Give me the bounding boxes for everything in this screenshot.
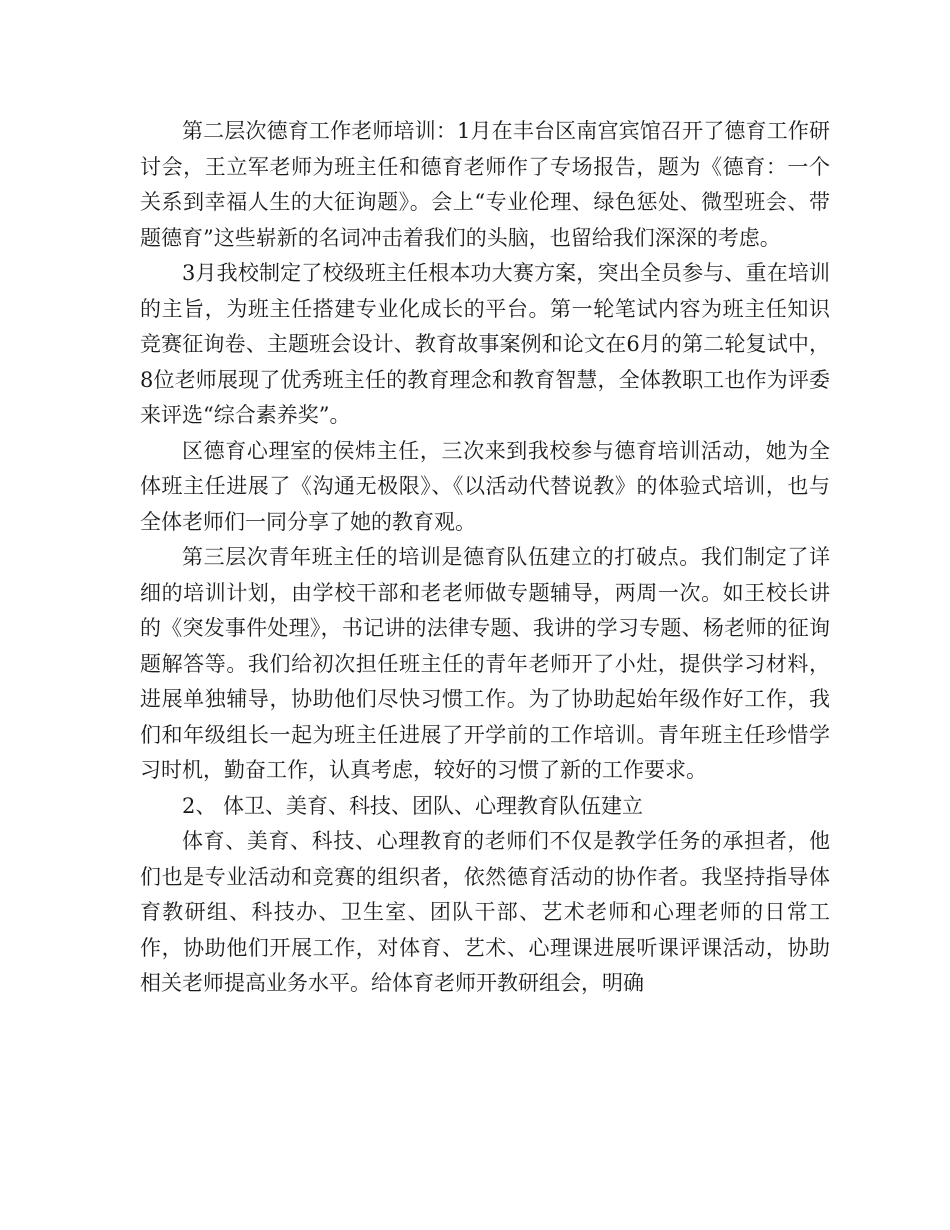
document-body [140,114,830,1002]
paragraph-pe-arts-tech: 体育、美育、科技、心理教育的老师们不仅是教学任务的承担者，他们也是专业活动和竞赛的组织者，依然德育活动的协作者。我坚持指导体育教研组、科技办、卫生室、团队干部、艺术老师和心理老师的日常工作，协助他们开展工作，对体育、艺术、心理课进展听课评课活动，协助相关老师提高业务水平。给体育老师开教研组会，明确 [140,829,830,995]
section-heading-team-building: 2、 体卫、美育、科技、团队、心理教育队伍建立 [182,793,644,818]
paragraph-head-teacher-contest: 3月我校制定了校级班主任根本功大赛方案，突出全员参与、重在培训的主旨，为班主任搭建专业化成长的平台。第一轮笔试内容为班主任知识竞赛征询卷、主题班会设计、教育故事案例和论文在6月的第二轮复试中，8位老师展现了优秀班主任的教育理念和教育智慧，全体教职工也作为评委来评选“综合素养奖”。 [140,261,830,427]
paragraph-third-level-training: 第三层次青年班主任的培训是德育队伍建立的打破点。我们制定了详细的培训计划，由学校干部和老老师做专题辅导，两周一次。如王校长讲的《突发事件处理》，书记讲的法律专题、我讲的学习专题、杨老师的征询题解答等。我们给初次担任班主任的青年老师开了小灶，提供学习材料，进展单独辅导，协助他们尽快习惯工作。为了协助起始年级作好工作，我们和年级组长一起为班主任进展了开学前的工作培训。青年班主任珍惜学习时机，勤奋工作，认真考虑，较好的习惯了新的工作要求。 [140,545,830,782]
paragraph-psychology-training: 区德育心理室的侯炜主任，三次来到我校参与德育培训活动，她为全体班主任进展了《沟通无极限》、《以活动代替说教》的体验式培训，也与全体老师们一同分享了她的教育观。 [140,438,830,534]
paragraph-second-level-training: 第二层次德育工作老师培训：1月在丰台区南宫宾馆召开了德育工作研讨会，王立军老师为班主任和德育老师作了专场报告，题为《德育：一个关系到幸福人生的大征询题》。会上“专业伦理、绿色惩处、微型班会、带题德育”这些崭新的名词冲击着我们的头脑，也留给我们深深的考虑。 [140,119,830,250]
